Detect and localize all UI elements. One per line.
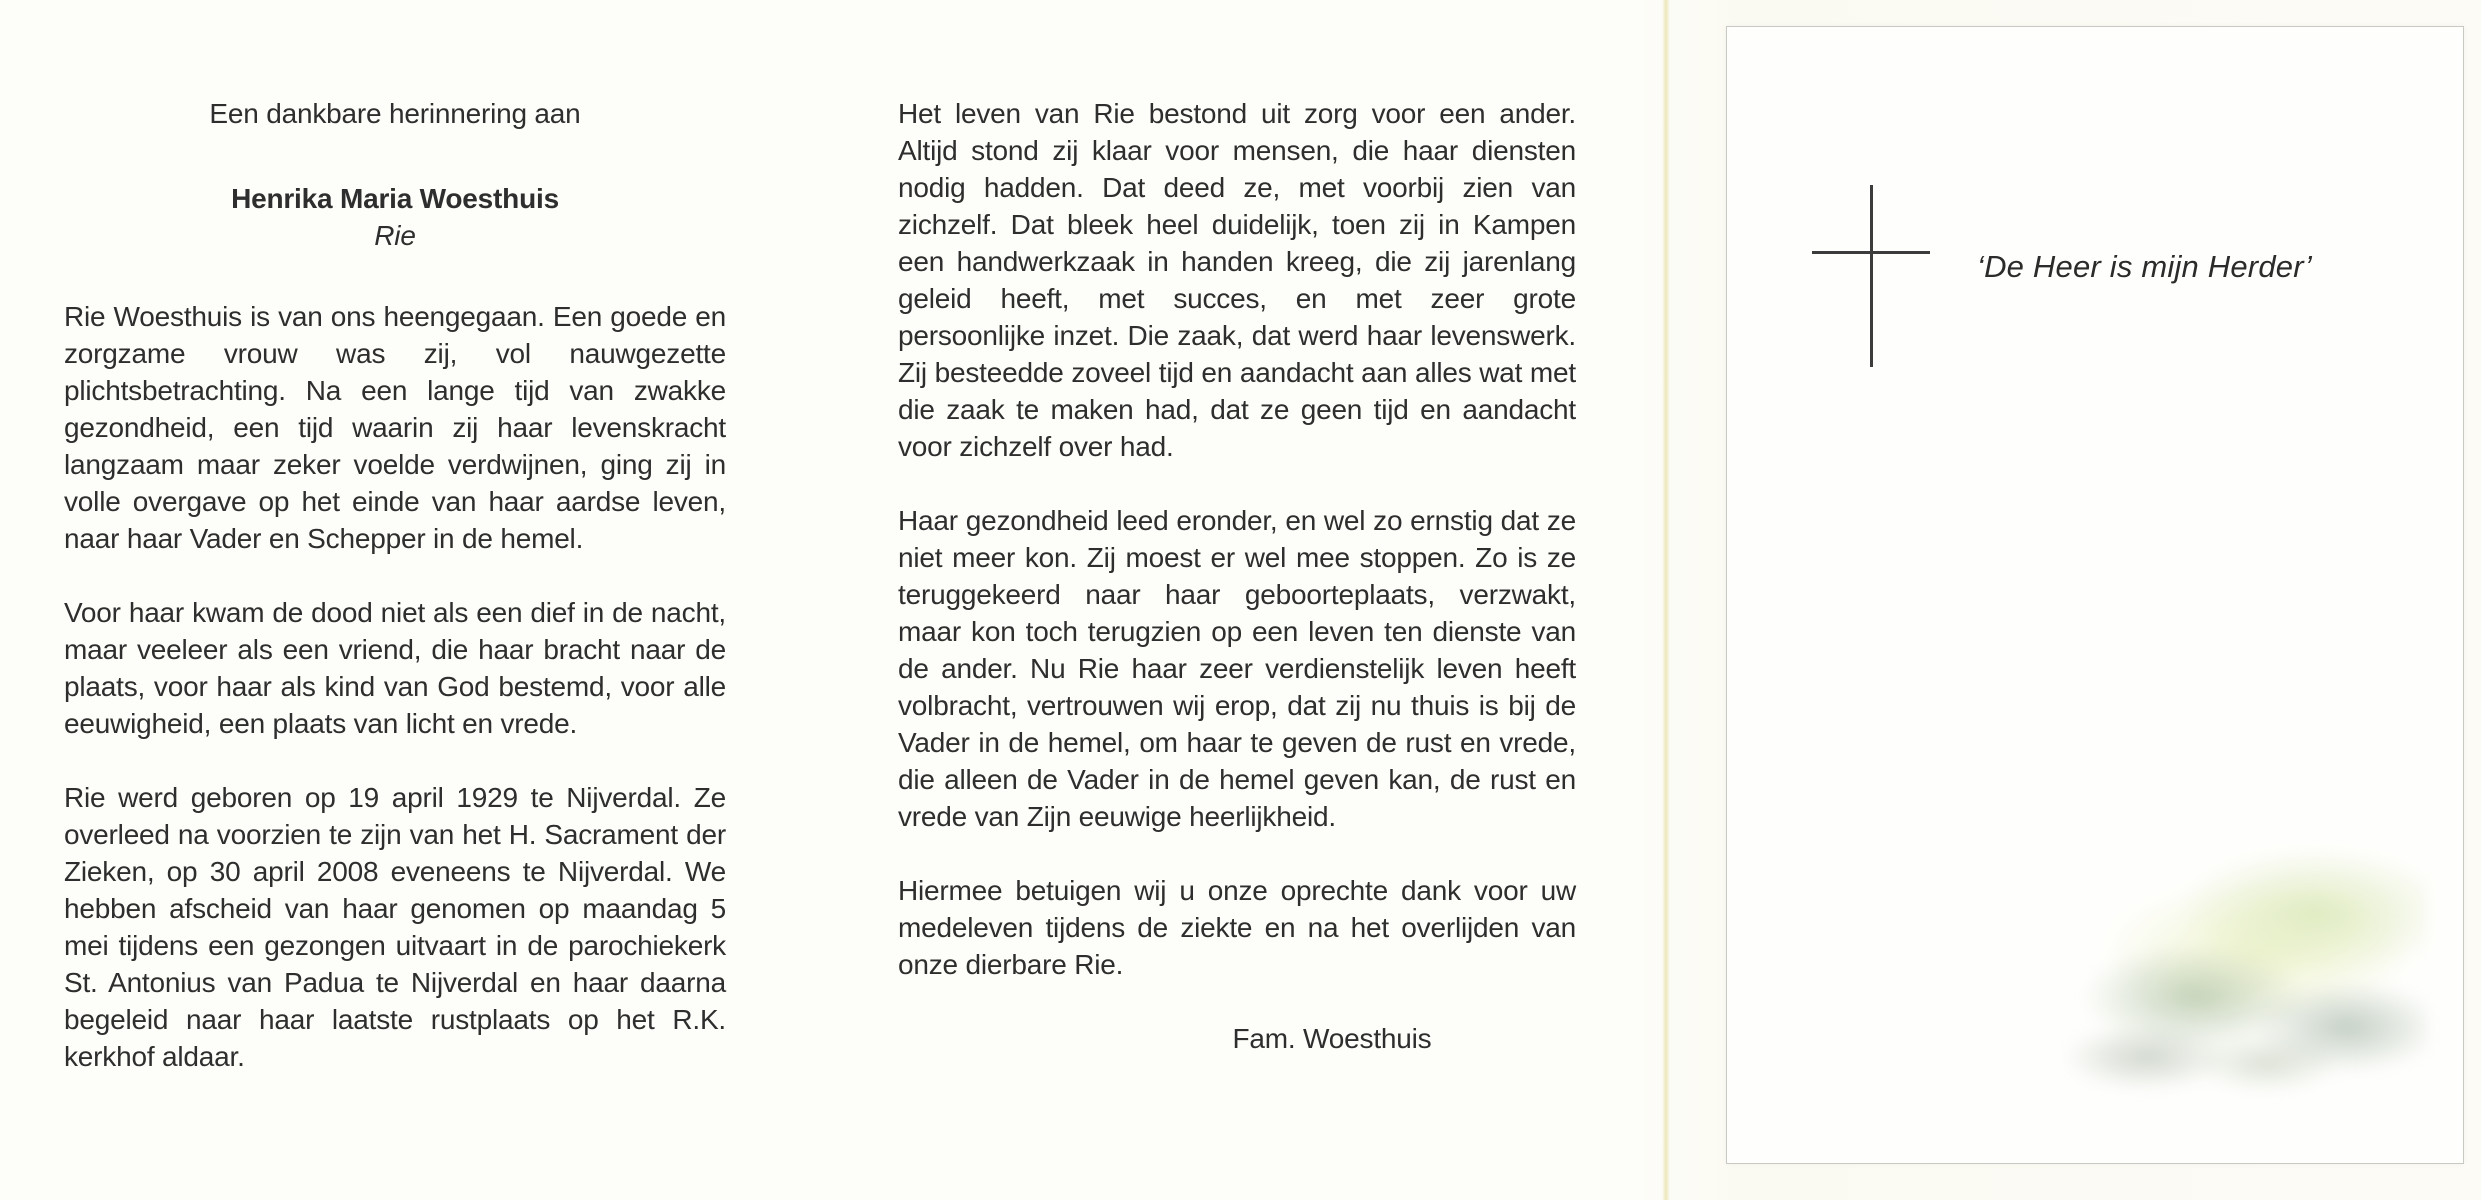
call-name: Rie <box>374 220 416 251</box>
inner-left-page <box>64 95 726 1112</box>
left-paragraph-3: Rie werd geboren op 19 april 1929 te Nijverdal. Ze overleed na voorzien te zijn van het H. Sacrament der Zieken, op 30 april 2008 eveneens te Nijverdal. We hebben afscheid van haar genomen op maandag 5 mei tijdens een gezongen uitvaart in de parochiekerk St. Antonius van Padua te Nijverdal en haar daarna begeleid naar haar laatste rustplaats op het R.K. kerkhof aldaar. <box>64 782 726 1072</box>
cross-vertical-bar <box>1870 185 1873 367</box>
left-paragraph-2: Voor haar kwam de dood niet als een dief in de nacht, maar veeleer als een vriend, die haar bracht naar de plaats, voor haar als kind van God bestemd, voor alle eeuwigheid, een plaats van licht en vrede. <box>64 597 726 739</box>
fold-line <box>1662 0 1670 1200</box>
right-paragraph-2: Haar gezondheid leed eronder, en wel zo ernstig dat ze niet meer kon. Zij moest er wel mee stoppen. Zo is ze teruggekeerd naar haar geboorteplaats, verzwakt, maar kon toch terugzien op een leven ten dienste van de ander. Nu Rie haar zeer verdienstelijk leven heeft volbracht, vertrouwen wij erop, dat zij nu thuis is bij de Vader in de hemel, om haar te geven de rust en vrede, die alleen de Vader in de hemel geven kan, de rust en vrede van Zijn eeuwige heerlijkheid. <box>898 505 1576 832</box>
right-paragraph-1: Het leven van Rie bestond uit zorg voor een ander. Altijd stond zij klaar voor mensen, die haar diensten nodig hadden. Dat deed ze, met voorbij zien van zichzelf. Dat bleek heel duidelijk, toen zij in Kampen een handwerkzaak in handen kreeg, die zij jarenlang geleid heeft, met succes, en met zeer grote persoonlijke inzet. Die zaak, dat werd haar levenswerk. Zij besteedde zoveel tijd en aandacht aan alles wat met die zaak te maken had, dat ze geen tijd en aandacht voor zichzelf over had. <box>898 98 1576 462</box>
inner-right-page <box>898 95 1576 1057</box>
cover-quote: ‘De Heer is mijn Herder’ <box>1977 249 2312 284</box>
left-paragraph-1: Rie Woesthuis is van ons heengegaan. Een goede en zorgzame vrouw was zij, vol nauwgezette plichtsbetrachting. Na een lange tijd van zwakke gezondheid, een tijd waarin zij haar levenskracht langzaam maar zeker voelde verdwijnen, ging zij in volle overgave op het einde van haar aardse leven, naar haar Vader en Schepper in de hemel. <box>64 301 726 554</box>
cross-horizontal-bar <box>1812 251 1930 254</box>
signature: Fam. Woesthuis <box>1232 1023 1432 1054</box>
deceased-name: Henrika Maria Woesthuis <box>231 183 559 214</box>
watercolor-artwork <box>2027 817 2427 1117</box>
right-paragraph-3: Hiermee betuigen wij u onze oprechte dank voor uw medeleven tijdens de ziekte en na het overlijden van onze dierbare Rie. <box>898 875 1576 980</box>
intro-line: Een dankbare herinnering aan <box>209 98 581 129</box>
card-front-cover <box>1726 26 2464 1164</box>
